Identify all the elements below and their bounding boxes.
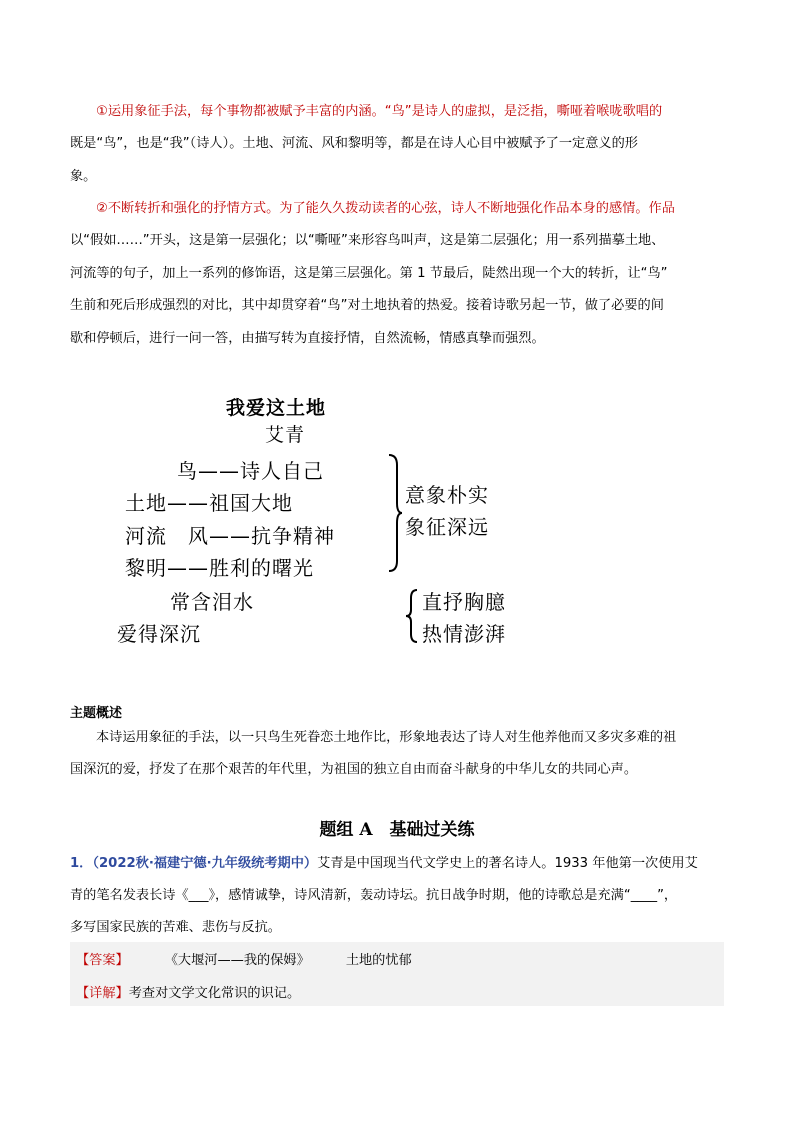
detail-text: 考查对文学文化常识的识记。 [128,986,301,1001]
intro-p1-line3: 象。 [70,168,97,184]
intro-p2-line5: 歇和停顿后，进行一问一答，由描写转为直接抒情，自然流畅，情感真挚而强烈。 [70,330,545,346]
intro-p2-line3: 河流等的句子，加上一系列的修饰语，这是第三层强化。第 1 节最后，陡然出现一个大的转折，让“鸟” [70,265,668,281]
poem-structure-diagram [115,385,545,655]
detail-line [76,982,300,1001]
diagram-line-5: 常含泪水 [170,590,254,614]
intro-paragraph-2-cont [70,225,730,355]
theme-paragraph-cont [70,754,730,787]
question-line1 [70,848,730,880]
question-line3: 多写国家民族的苦难、悲伤与反抗。 [70,920,281,935]
group-title: 题组 A 基础过关练 [319,820,475,840]
diagram-summary-2b: 热情澎湃 [422,622,506,646]
diagram-summary-1b: 象征深远 [405,515,489,539]
detail-tag: 【详解】 [76,986,129,1001]
brace-icon-1 [385,453,403,573]
question-source: （2022秋·福建宁德·九年级统考期中） [92,856,318,871]
theme-label: 主题概述 [70,706,123,721]
question-number: 1． [70,856,93,871]
diagram-title: 我爱这土地 [226,397,327,419]
brace-icon-2 [405,588,421,644]
question-line1-text: 艾青是中国现当代文学史上的著名诗人。1933 年他第一次使用艾 [317,856,698,871]
intro-p1-line1: ①运用象征手法，每个事物都被赋予丰富的内涵。“鸟”是诗人的虚拟，是泛指，嘶哑着喉咙歌唱的 [96,104,663,119]
intro-paragraph-1 [70,96,730,129]
intro-p1-line2: 既是“鸟”，也是“我”（诗人）。土地、河流、风和黎明等，都是在诗人心目中被赋予了一定意义的形 [70,136,638,151]
intro-p2-line4: 生前和死后形成强烈的对比，其中却贯穿着“鸟”对土地执着的热爱。接着诗歌另起一节，做了必要的间 [70,298,664,313]
intro-paragraph-1-cont [70,128,730,193]
diagram-summary-2a: 直抒胸臆 [422,590,506,614]
theme-line1: 本诗运用象征的手法，以一只鸟生死眷恋土地作比，形象地表达了诗人对生他养他而又多灾多难的祖 [96,730,677,745]
answer-text-2: 土地的忧郁 [345,953,412,968]
diagram-line-6: 爱得深沉 [117,622,201,646]
diagram-summary-1a: 意象朴实 [405,483,489,507]
answer-text-1: 《大堰河——我的保姆》 [164,953,310,968]
answer-line [76,949,412,968]
answer-tag: 【答案】 [76,953,129,968]
question-1 [70,848,730,944]
intro-p2-line2: 以“假如……”开头，这是第一层强化；以“嘶哑”来形容鸟叫声，这是第二层强化；用一系列描摹土地、 [70,233,665,248]
diagram-line-2: 土地——祖国大地 [125,491,293,515]
intro-p2-line1: ②不断转折和强化的抒情方式。为了能久久拨动读者的心弦，诗人不断地强化作品本身的感情。作品 [96,201,675,216]
answer-box [70,942,724,1006]
theme-paragraph [70,722,730,755]
diagram-line-4: 黎明——胜利的曙光 [125,556,314,580]
diagram-line-3: 河流 风——抗争精神 [125,524,335,548]
intro-paragraph-2 [70,193,730,226]
theme-line2: 国深沉的爱，抒发了在那个艰苦的年代里，为祖国的独立自由而奋斗献身的中华儿女的共同心声。 [70,762,638,777]
diagram-line-1: 鸟——诗人自己 [177,459,324,483]
question-line2: 青的笔名发表长诗《___》，感情诚挚，诗风清新，轰动诗坛。抗日战争时期，他的诗歌总是充满“____”， [70,888,678,903]
diagram-author: 艾青 [265,424,306,446]
